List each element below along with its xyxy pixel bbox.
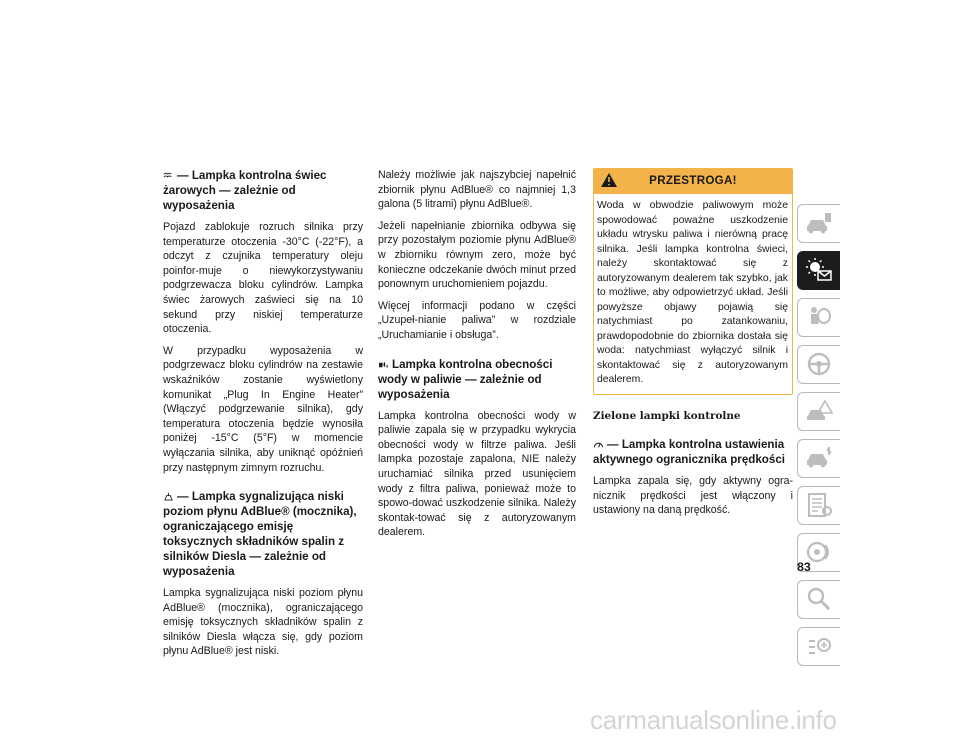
tab-index[interactable] (797, 627, 840, 666)
paragraph: Lampka kontrolna obecności wody w paliwie zapala się w przypadku wykrycia obecności wody w filtrze paliwa. Jeśli lampka pozostaje zapalona, NIE należy uruchamiać silnika przed usunięciem wody z filtra paliwa, ponieważ może to spowo-dować uszkodzenie silnika. Należy skontak-tować się z autoryzowanym dealerem. (378, 409, 576, 539)
airbag-safety-icon (805, 304, 833, 330)
warning-box (593, 168, 793, 395)
tab-starting-driving[interactable] (797, 345, 840, 384)
paragraph: Pojazd zablokuje rozruch silnika przy temperaturze otoczenia -30°C (-22°F), a odczyt z czujnika temperatury oleju poinfor-muje o niewykorzystywaniu podgrzewacza bloku cylindrów. Lampka świec żarowych zaświeci się na 10 sekund przy niskiej temperaturze otoczenia. (163, 221, 363, 336)
tab-safety[interactable] (797, 298, 840, 337)
chapter-tabs (797, 204, 843, 674)
water-in-fuel-icon (378, 360, 389, 369)
warning-header (594, 169, 792, 194)
paragraph: Lampka sygnalizująca niski poziom płynu AdBlue® (mocznika), ograniczającego emisję toksycznych składników spalin z silników Diesla włącza się, gdy poziom płynu AdBlue® jest niski. (163, 587, 363, 658)
glow-plug-icon (163, 171, 174, 180)
warning-title: PRZESTROGA! (649, 174, 737, 187)
maintenance-list-icon (805, 492, 833, 518)
tab-car-info[interactable] (797, 204, 840, 243)
car-info-icon (805, 210, 833, 236)
paragraph: Należy możliwie jak najszybciej napełnić zbiornik płynu AdBlue® co najmniej 1,3 galona (5 litrami) płynu AdBlue®. (378, 169, 576, 211)
tab-service[interactable] (797, 439, 840, 478)
warning-text: Woda w obwodzie paliwowym może spowodować poważne uszkodzenie układu wtrysku paliwa i nierówną pracę silnika. Jeśli lampka kontrolna świeci, należy skontaktować się z autoryzowanym dealerem tak szybko, jak to możliwe, aby odpowietrzyć układ. Jeśli powyższe objawy pojawią się natychmiast po zatankowaniu, prawdopodobnie do zbiornika dostała się woda: natychmiast wyłączyć silnik i skontaktować się z autoryzowanym dealerem. (597, 200, 788, 385)
speed-limiter-icon (593, 440, 604, 449)
warning-lights-icon (805, 257, 833, 283)
paragraph: W przypadku wyposażenia w podgrzewacz bloku cylindrów na zestawie wskaźników zostanie wyświetlony komunikat „Plug In Engine Heater” (Włączyć podgrzewanie silnika), gdy temperatura otoczenia będzie wynosiła poniżej -15°C (5°F) w momencie wyłączania silnika, aby uniknąć opóźnień przy następnym zimnym rozruchu. (163, 344, 363, 474)
watermark: carmanualsonline.info (590, 705, 837, 735)
paragraph: Więcej informacji podano w części „Uzupeł-nianie paliwa” w rozdziale „Uruchamianie i obsługa”. (378, 299, 576, 341)
heading-water-in-fuel: Lampka kontrolna obecności wody w paliwie — zależnie od wyposażenia (378, 357, 553, 401)
steering-wheel-icon (805, 351, 833, 377)
paragraph: Jeżeli napełnianie zbiornika odbywa się przy pozostałym poziomie płynu AdBlue® w zbiorniku równym zero, może być konieczne odczekanie dwóch minut przed ponownym uruchomieniem pojazdu. (378, 219, 576, 291)
tab-warning-lights[interactable] (797, 251, 840, 290)
index-icon (805, 633, 833, 659)
hazard-car-icon (805, 398, 833, 424)
column-right (593, 168, 793, 525)
section-subheading: Zielone lampki kontrolne (593, 409, 741, 422)
page-number: 83 (797, 560, 811, 574)
heading-glow-plug: — Lampka kontrolna świec żarowych — zależnie od wyposażenia (163, 169, 327, 212)
search-icon (805, 586, 833, 612)
column-middle (378, 168, 576, 547)
tab-search[interactable] (797, 580, 840, 619)
column-left (163, 168, 363, 666)
heading-speed-limiter: — Lampka kontrolna ustawienia aktywnego ogranicznika prędkości (593, 438, 785, 467)
car-service-icon (805, 445, 833, 471)
tab-specifications[interactable] (797, 486, 840, 525)
tab-emergency[interactable] (797, 392, 840, 431)
paragraph: Lampka zapala się, gdy aktywny ogra-nicznik prędkości jest włączony i ustawiony na daną prędkość. (593, 475, 793, 517)
adblue-icon (163, 492, 174, 501)
heading-adblue: — Lampka sygnalizująca niski poziom płynu AdBlue® (mocznika), ograniczającego emisję toksycznych składników spalin z silników Diesla — zależnie od wyposażenia (163, 490, 357, 579)
